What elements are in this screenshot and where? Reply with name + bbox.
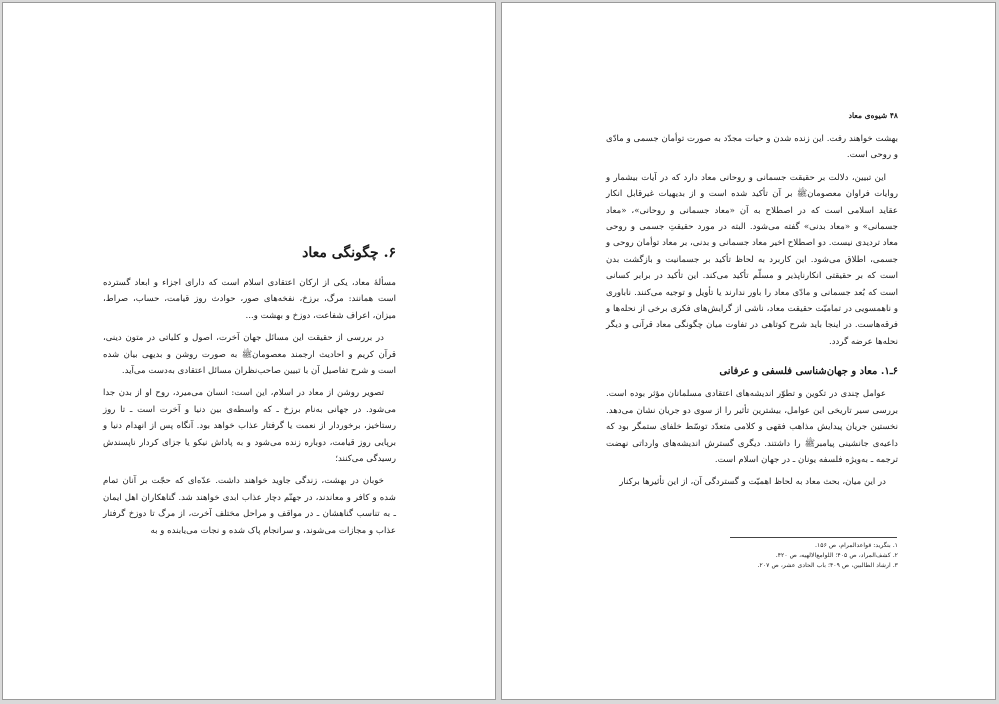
running-header: ۴۸ شیوه‌ی معاد (848, 111, 898, 120)
left-body-text (103, 275, 396, 545)
left-paragraph: در بررسی از حقیقت این مسائل جهان آخرت، اصول و کلیاتی در متون دینی، قرآن کریم و احادیث ارجمند معصومان‌ﷺ به صورت روشن و بدیهی بیان شده است و شرح تفاصیل آن با تبیین صاحب‌نظران مسائل اعتقادی به‌دست می‌آید. (103, 333, 396, 377)
right-paragraph: این تبیین، دلالت بر حقیقت جسمانی و روحانی معاد دارد که در آیات بیشمار و روایات فراوان معصومان‌ﷺ بر آن تأکید شده است و از بدیهیات غیرقابل انکار عقاید اسلامی است که در اصطلاح به آن «معاد جسمانی و روحانی»، «معاد جسمانی» و «معاد بدنی» گفته می‌شود. البته در مورد حقیقتِ جسمی و روحی معاد تردیدی نیست. دو اصطلاح اخیر معاد جسمانی و بدنی، بر معاد توأمان روحی و جسمی، اطلاق می‌شود. این کاربرد به لحاظ تأکید بر جسمانیت و بازگشت بدن است که بر حقیقتی انکارناپذیر و مسلّم تأکید می‌کند. این تأکید در برابر کسانی است که بُعد جسمانی و مادّی معاد را باور ندارند یا تأویل و توجیه می‌کنند. ناباوری و ناهمسویی در تمامیّت حقیقت معاد، ناشی از گرایش‌های فکری برخی از نحله‌ها و فرقه‌هاست. در اینجا باید شرح کوتاهی در تفاوت میان چگونگی معاد قرآنی و دیگر نحله‌ها عرضه گردد. (606, 172, 898, 347)
section-heading: ۶ـ۱. معاد و جهان‌شناسی فلسفی و عرفانی (719, 366, 898, 378)
section-paragraph: در این میان، بحث معاد به لحاظ اهمیّت و گستردگی آن، از این تأثیرها برکنار (619, 477, 886, 488)
left-paragraph: خوبان در بهشت، زندگی جاوید خواهند داشت. عدّه‌ای که حجّت بر آنان تمام شده و کافر و معاندند، در جهنّم دچار عذاب ابدی خواهند شد. گناهکاران اهل ایمان ـ به تناسب گناهشان ـ در مواقف و مراحل مختلف آخرت، از مرگ تا دوزخ گرفتار عذاب و مجازات می‌شوند، و سرانجام پاک شده و نجات می‌یابنده و به (103, 476, 396, 536)
footnote-divider (730, 537, 897, 538)
footnote: ۳. ارشاد الطالبین، ص ۴۰۹؛ باب الحادی عشر، ص ۲۰۷. (757, 562, 898, 569)
left-paragraph: مسألهٔ معاد، یکی از ارکان اعتقادی اسلام است که دارای اجزاء و ابعاد گسترده است همانند: مرگ، برزخ، نفخه‌های صور، حوادث روز قیامت، حساب، صراط، میزان، اعراف شفاعت، دوزخ و بهشت و... (103, 278, 396, 321)
left-page (2, 2, 496, 700)
footnote: ۲. کشف‌المراد، ص ۴۰۵؛ اللوامع‌الالهیه، ص ۴۲۰. (775, 552, 898, 559)
right-page (501, 2, 996, 700)
left-paragraph: تصویر روشن از معاد در اسلام، این است: انسان می‌میرد، روح او از بدن جدا می‌شود. در جهانی به‌نام برزخ ـ که واسطه‌ی بین دنیا و آخرت است ـ تا روز رستاخیز، برخوردار از نعمت یا گرفتار عذاب خواهد بود. آنگاه پس از انهدام دنیا و برپایی روز قیامت، دوباره زنده می‌شود و به پاداش نیکو یا جزای کردار ناپسندش رسیدگی می‌کنند؛ (103, 388, 396, 465)
footnote: ۱. بنگرید: قواعدالمرام، ص ۱۵۶. (814, 542, 898, 549)
footnotes (606, 541, 898, 571)
chapter-title: ۶. چگونگی معاد (302, 245, 396, 261)
section-paragraph: عوامل چندی در تکوین و تطوّر اندیشه‌های اعتقادی مسلمانان مؤثر بوده است. بررسی سیر تاریخی این عوامل، بیشترین تأثیر را از سوی دو جریان نشان می‌دهد. نخستین جریان پیدایش مذاهب فقهی و کلامی متعدّد توسّط خلفای ستمگر بود که داعیه‌ی جانشینی پیامبرﷺ را داشتند. دیگری گسترش اندیشه‌های وارداتی نهضت ترجمه ـ به‌ویژه فلسفه یونان ـ در جهان اسلام است. (606, 389, 898, 465)
right-paragraph: بهشت خواهند رفت. این زنده شدن و حیات مجدّد به صورت توأمان جسمی و مادّی و روحی است. (606, 134, 898, 161)
right-body-text (606, 131, 898, 497)
